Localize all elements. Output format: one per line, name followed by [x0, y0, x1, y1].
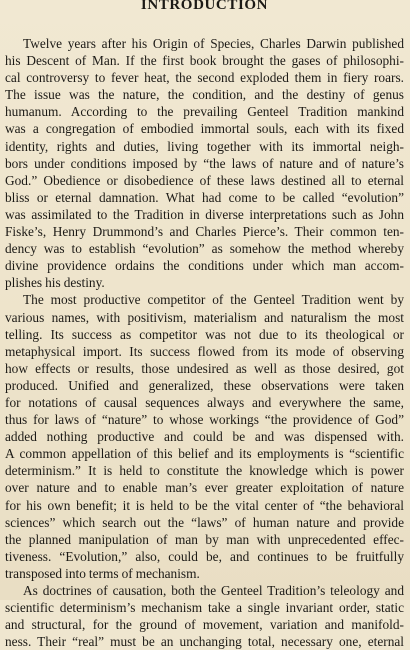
text-line: identity, rights and duties, living together with its immortal neigh-: [5, 138, 404, 154]
text-line: metaphysical import. Its success flowed from its mode of observing: [5, 343, 404, 359]
text-line: the planned manipulation of man by man with unprecedented effec-: [5, 531, 404, 547]
text-line: bors under conditions imposed by “the laws of nature and of nature’s: [5, 155, 404, 171]
text-line: The issue was the nature, the condition, and the destiny of genus: [5, 87, 404, 103]
text-line: dency was to establish “evolution” as somehow the method whereby: [5, 241, 404, 257]
text-line: over nature and to enable man’s ever greater exploitation of nature: [5, 480, 404, 496]
paragraph-1: [5, 35, 404, 291]
text-line: for his own benefit; it is held to be the vital center of “the behavioral: [5, 497, 404, 513]
text-line: Fiske’s, Henry Drummond’s and Charles Pierce’s. Their common ten-: [5, 224, 404, 240]
paragraph-2: [5, 291, 404, 582]
text-line: plishes his destiny.: [5, 275, 105, 291]
text-line: for notations of causal sequences always and everywhere the same,: [5, 394, 404, 410]
text-line: humanum. According to the prevailing Genteel Tradition mankind: [5, 104, 404, 120]
text-line: scientific determinism’s mechanism take a single invariant order, static: [5, 600, 404, 616]
text-line: ness. Their “real” must be an unchanging total, necessary one, eternal: [5, 634, 404, 650]
chapter-heading: INTRODUCTION: [140, 0, 269, 13]
text-line: sciences” which search out the “laws” of human nature and provide: [5, 514, 404, 530]
text-line: how effects or results, those undesired as well as those desired, got: [5, 360, 404, 376]
text-line: God.” Obedience or disobedience of these laws destined all to eternal: [5, 172, 404, 188]
text-line: thus for laws of “nature” to whose workings “the providence of God”: [5, 412, 404, 428]
text-line: divine providence ordains the conditions under which man accom-: [5, 258, 404, 274]
body-text: [5, 35, 404, 650]
text-line: was a congregation of embodied immortal souls, each with its fixed: [5, 121, 404, 137]
text-line: A common appellation of this belief and its employments is “scientific: [5, 446, 404, 462]
paragraph-3: [5, 582, 404, 650]
text-line: tiveness. “Evolution,” also, could be, and continues to be fruitfully: [5, 548, 404, 564]
text-line: transposed into terms of mechanism.: [5, 565, 200, 581]
text-line: added nothing productive and could be and was dispensed with.: [5, 429, 404, 445]
text-line: determinism.” It is held to constitute the knowledge which is power: [5, 463, 404, 479]
text-line: The most productive competitor of the Genteel Tradition went by: [23, 292, 404, 308]
text-line: As doctrines of causation, both the Genteel Tradition’s teleology and: [23, 583, 404, 598]
text-line: his Descent of Man. If the first book brought the gases of philosophi-: [5, 53, 404, 69]
text-line: cal controversy to fever heat, the second exploded them in fiery roars.: [5, 70, 404, 86]
text-line: was assimilated to the Tradition in diverse interpretations such as John: [5, 206, 404, 222]
text-line: produced. Unified and generalized, these observations were taken: [5, 377, 404, 393]
text-line: bliss or eternal damnation. What had come to be called “evolution”: [5, 189, 404, 205]
text-line: various names, with positivism, materialism and naturalism the most: [5, 309, 404, 325]
text-line: and structural, for the ground of movement, variation and manifold-: [5, 617, 404, 633]
text-line: telling. Its success as competitor was not due to its theological or: [5, 326, 404, 342]
text-line: Twelve years after his Origin of Species, Charles Darwin published: [23, 36, 404, 51]
